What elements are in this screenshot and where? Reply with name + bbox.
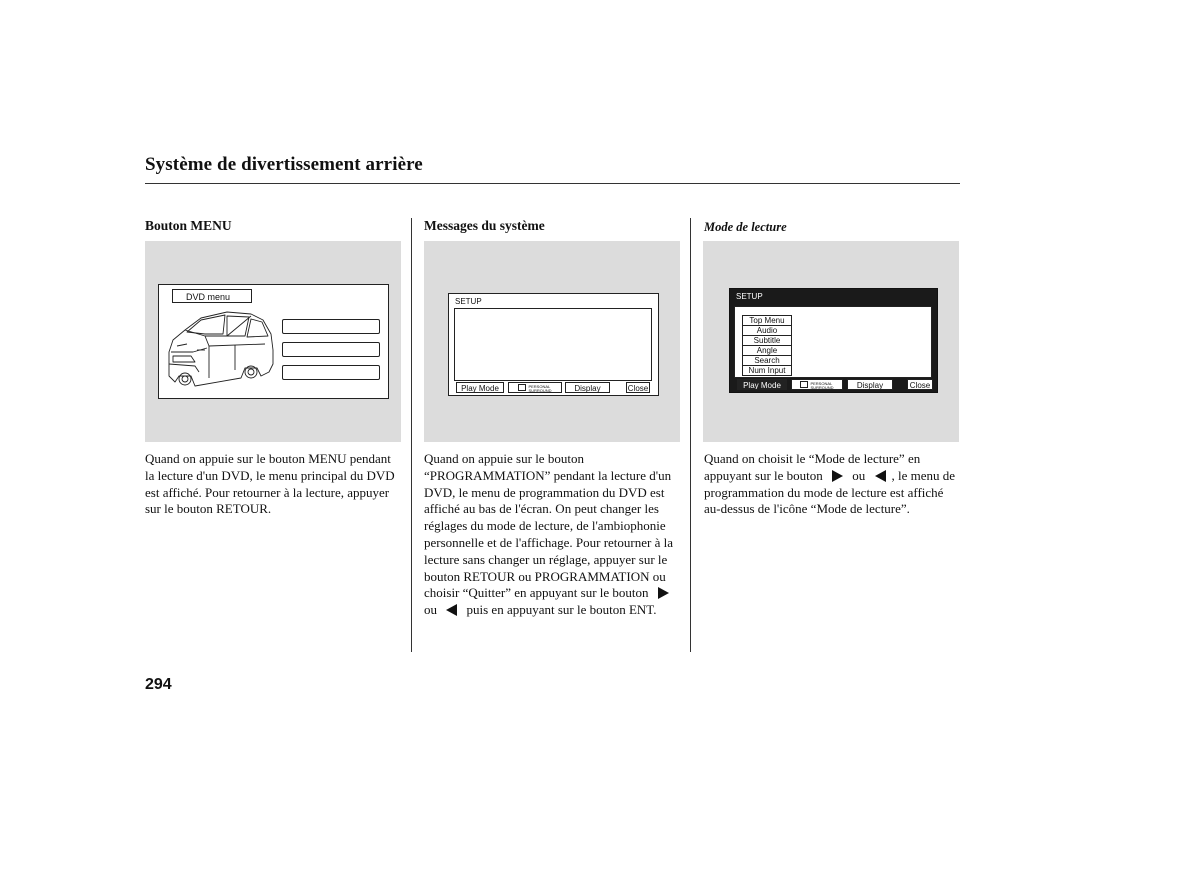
paragraph-text-or: ou — [852, 467, 866, 483]
section-heading-system-messages: Messages du système — [424, 218, 545, 233]
surround-label-line2: SURROUND — [810, 384, 834, 390]
submenu-item-angle[interactable]: Angle — [742, 345, 792, 356]
setup-bottom-bar — [735, 379, 933, 390]
play-mode-button[interactable]: Play Mode — [737, 379, 787, 390]
paragraph-text: , le menu de programmation du mode de lecture est affiché au-dessus de l'icône “Mode de lecture”. — [704, 467, 956, 517]
personal-surround-button[interactable] — [508, 382, 562, 393]
section-heading-menu-button: Bouton MENU — [145, 218, 232, 233]
paragraph-play-mode — [704, 451, 960, 518]
play-mode-submenu — [742, 316, 792, 376]
surround-icon — [518, 384, 526, 391]
surround-label-line2: SURROUND — [528, 387, 552, 393]
paragraph-system-messages — [424, 451, 679, 619]
dvd-menu-option-button[interactable] — [282, 319, 380, 334]
dvd-menu-option-button[interactable] — [282, 365, 380, 380]
close-button[interactable]: Close — [627, 384, 649, 393]
setup-screen — [448, 293, 659, 396]
page-title: Système de divertissement arrière — [145, 154, 423, 175]
submenu-item-audio[interactable]: Audio — [742, 325, 792, 336]
title-rule — [145, 183, 960, 184]
page-number: 294 — [145, 676, 172, 693]
setup-bottom-bar — [454, 382, 652, 393]
play-mode-button[interactable]: Play Mode — [456, 382, 504, 393]
paragraph-text: puis en appuyant sur le bouton ENT. — [466, 602, 657, 618]
personal-surround-button[interactable] — [791, 379, 843, 390]
play-mode-setup-screen — [729, 288, 938, 393]
figure-setup-screen — [424, 241, 680, 442]
setup-display-area — [454, 308, 652, 381]
column-divider — [411, 218, 412, 652]
right-arrow-icon — [658, 587, 669, 599]
display-button[interactable]: Display — [847, 379, 893, 390]
surround-label-line1: PERSONAL — [528, 383, 551, 389]
submenu-item-top-menu[interactable]: Top Menu — [742, 315, 792, 326]
surround-label-line1: PERSONAL — [810, 380, 833, 386]
column-divider — [690, 218, 691, 652]
paragraph-text-or: ou — [424, 602, 437, 618]
minivan-illustration — [165, 306, 277, 391]
close-button[interactable]: Close — [907, 379, 933, 390]
figure-play-mode-screen — [703, 241, 959, 442]
submenu-item-search[interactable]: Search — [742, 355, 792, 366]
paragraph-text: Quand on appuie sur le bouton “PROGRAMMATION” pendant la lecture d'un DVD, le menu de programmation du DVD est affiché au bas de l'écran. On peut changer les réglages du mode de lecture, de l'ambiophonie personnelle et de l'affichage. Pour retourner à la lecture sans changer un réglage, appuyer sur le bouton RETOUR ou PROGRAMMATION ou choisir “Quitter” en appuyant sur le bouton — [424, 451, 673, 601]
paragraph-text: Quand on choisit le “Mode de lecture” en appuyant sur le bouton — [704, 451, 921, 483]
paragraph-menu-button: Quand on appuie sur le bouton MENU pendant la lecture d'un DVD, le menu principal du DVD est affiché. Pour retourner à la lecture, appuyer sur le bouton RETOUR. — [145, 451, 395, 517]
figure-dvd-menu — [145, 241, 401, 442]
submenu-item-subtitle[interactable]: Subtitle — [742, 335, 792, 346]
left-arrow-icon — [875, 470, 886, 482]
section-heading-play-mode: Mode de lecture — [704, 220, 787, 234]
setup-screen-title: SETUP — [736, 292, 763, 301]
setup-screen-title: SETUP — [455, 297, 482, 306]
submenu-item-num-input[interactable]: Num Input — [742, 365, 792, 376]
left-arrow-icon — [446, 604, 457, 616]
surround-icon — [800, 381, 808, 388]
display-button[interactable]: Display — [565, 382, 610, 393]
dvd-menu-screen — [158, 284, 389, 399]
setup-display-area — [734, 306, 932, 378]
right-arrow-icon — [832, 470, 843, 482]
dvd-menu-title: DVD menu — [172, 289, 252, 303]
dvd-menu-option-button[interactable] — [282, 342, 380, 357]
